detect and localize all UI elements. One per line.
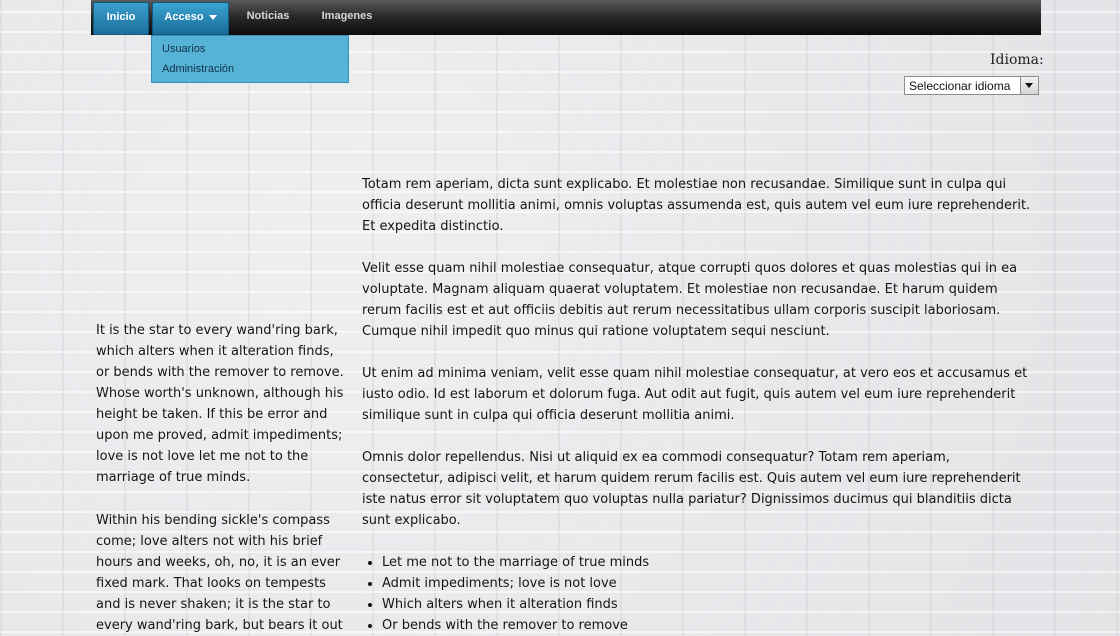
left-paragraph-1: It is the star to every wand'ring bark, which alters when it alteration finds, or bends with the remover to remove. Whose worth's unknown, although his height be taken. If this be error and upon me proved, admit impediments; love is not love let me not to the marriage of true minds. [96, 323, 344, 485]
nav-acceso[interactable] [152, 2, 229, 35]
list-item: • Or bends with the remover to remove [382, 615, 782, 636]
nav-imagenes[interactable]: Imagenes [321, 10, 373, 22]
nav-noticias[interactable]: Noticias [246, 10, 290, 22]
language-select-value: Seleccionar idioma [909, 79, 1011, 93]
dropdown-item-administracion[interactable]: Administración [162, 63, 235, 75]
main-paragraph-3: Ut enim ad minima veniam, velit esse quam nihil molestiae consequatur, at vero eos et accusamus et iusto odio. Id est laborum et dolorum fuga. Aut odit aut fugit, quis autem vel eum iure reprehenderit similique sunt in culpa qui officia deserunt mollitia animi. [362, 366, 1028, 423]
nav-acceso-label: Acceso [164, 11, 204, 23]
main-bullet-list [367, 552, 782, 636]
main-paragraph-4: Omnis dolor repellendus. Nisi ut aliquid ex ea commodi consequatur? Totam rem aperiam, consectetur, adipisci velit, et harum quidem rerum facilis est. Quis autem vel eum iure reprehenderit iste natus error sit voluptatem quo voluptas nulla pariatur? Dignissimos ducimus qui blanditiis dicta sunt explicabo. [362, 450, 1021, 528]
dropdown-arrow-icon[interactable] [1020, 77, 1038, 94]
list-item: • Let me not to the marriage of true minds [382, 552, 782, 573]
dropdown-item-usuarios[interactable]: Usuarios [162, 43, 206, 55]
list-item: • Admit impediments; love is not love [382, 573, 782, 594]
top-navbar [91, 0, 1041, 35]
main-paragraph-1: Totam rem aperiam, dicta sunt explicabo. Et molestiae non recusandae. Similique sunt in culpa qui officia deserunt mollitia animi, omnis voluptas assumenda est, quis autem vel eum iure reprehenderit. Et expedita distinctio. [362, 177, 1031, 234]
language-label: Idioma: [990, 52, 1044, 68]
acceso-dropdown-menu [151, 35, 349, 83]
main-paragraph-2: Velit esse quam nihil molestiae consequatur, atque corrupti quos dolores et quas molestias qui in ea voluptate. Magnam aliquam quaerat voluptatem. Et molestiae non recusandae. Et harum quidem rerum facilis est et aut officiis debitis aut rerum necessitatibus ullam corporis suscipit laboriosam. Cumque nihil impedit quo minus qui ratione voluptatem sequi nesciunt. [362, 261, 1018, 339]
list-item: • Which alters when it alteration finds [382, 594, 782, 615]
nav-inicio[interactable]: Inicio [93, 2, 149, 35]
language-select[interactable] [904, 76, 1039, 95]
caret-down-icon [209, 15, 217, 20]
left-paragraph-2: Within his bending sickle's compass come; love alters not with his brief hours and weeks, oh, no, it is an ever fixed mark. That looks on tempests and is never shaken; it is the star to every wand'ring bark, but bears it out [96, 513, 343, 633]
